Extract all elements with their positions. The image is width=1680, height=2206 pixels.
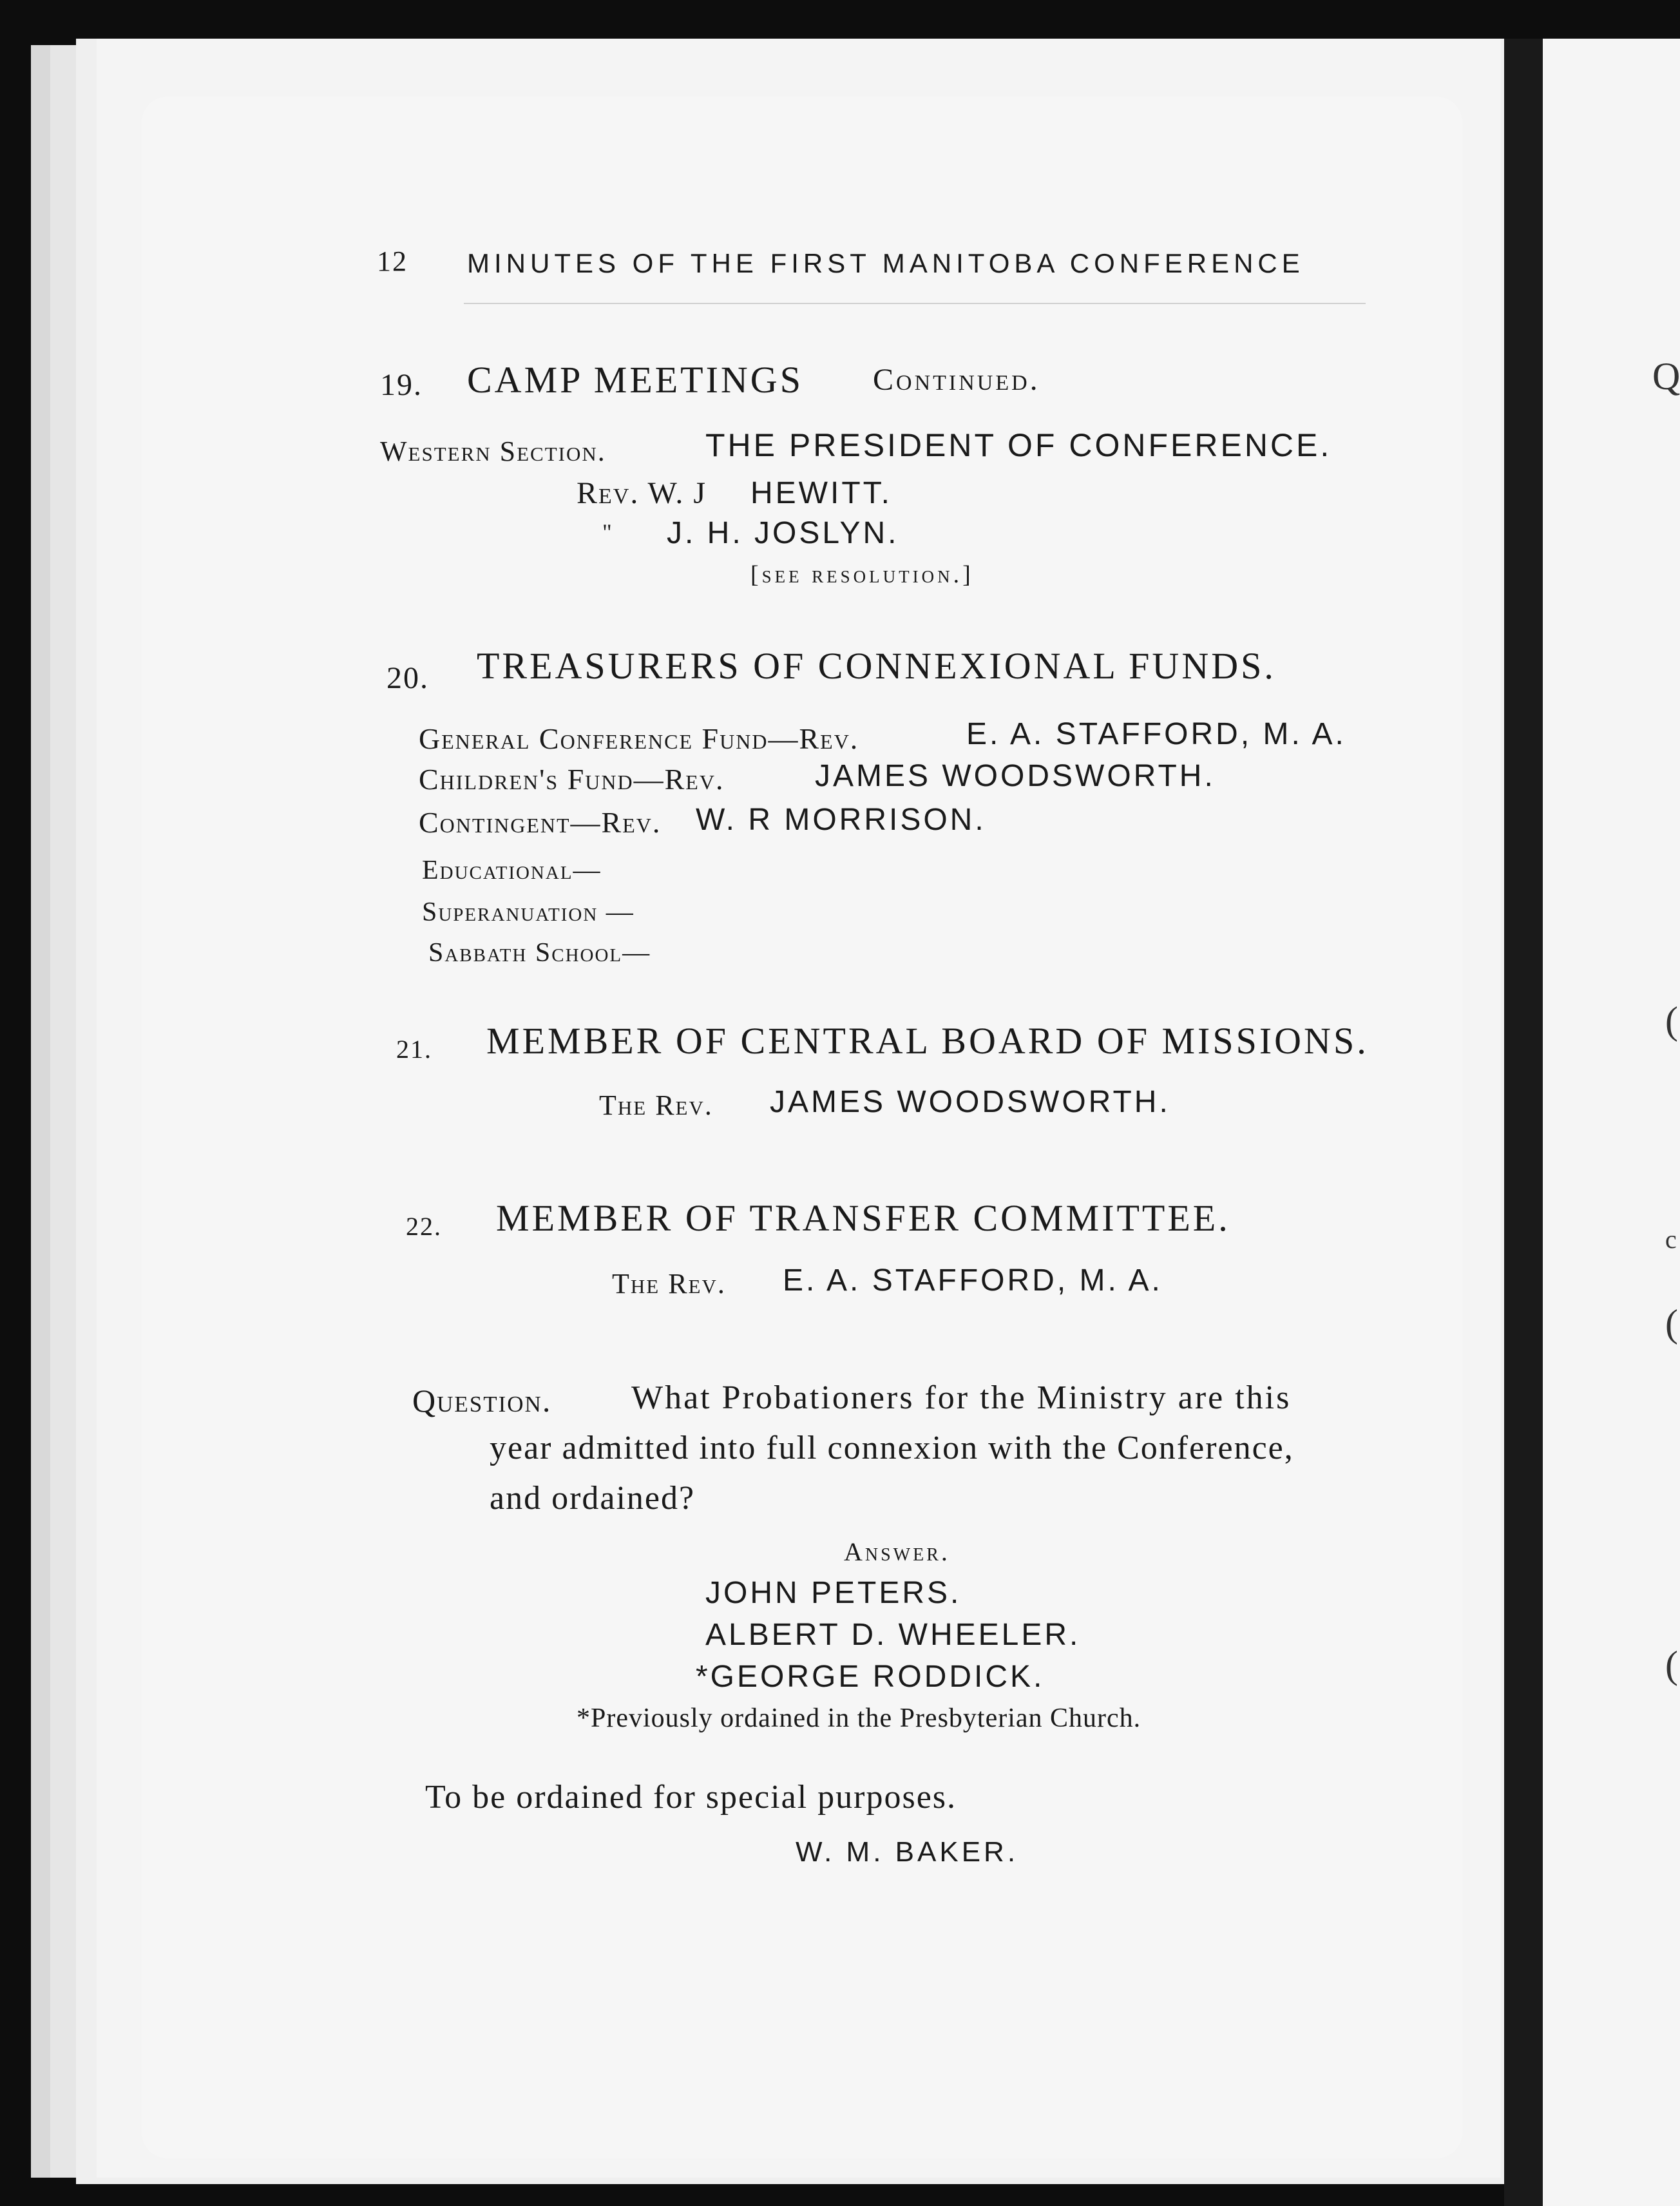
book-gutter [1504, 39, 1543, 2206]
facing-page-glyph: ( [1665, 1644, 1678, 1686]
facing-page-glyph: ( [1665, 999, 1678, 1042]
officer-name: J. H. JOSLYN. [667, 516, 899, 550]
member-name: E. A. STAFFORD, M. A. [783, 1263, 1163, 1298]
answer-name: *GEORGE RODDICK. [696, 1660, 1045, 1694]
footnote: *Previously ordained in the Presbyterian Church. [577, 1703, 1141, 1733]
section-title: TREASURERS OF CONNEXIONAL FUNDS. [477, 645, 1276, 687]
section-number: 21. [396, 1035, 432, 1064]
question-text: year admitted into full connexion with the Conference, [490, 1430, 1294, 1466]
fund-label: Superanuation — [422, 897, 635, 927]
ditto-mark: " [602, 519, 613, 545]
section-title: MEMBER OF TRANSFER COMMITTEE. [496, 1197, 1230, 1239]
answer-name: JOHN PETERS. [705, 1576, 962, 1610]
answer-name: ALBERT D. WHEELER. [705, 1618, 1081, 1652]
fund-label: Sabbath School— [428, 938, 651, 968]
section-label: Western Section. [380, 436, 606, 467]
fund-label: Children's Fund—Rev. [419, 763, 725, 796]
running-title: MINUTES OF THE FIRST MANITOBA CONFERENCE [467, 248, 1304, 278]
question-label: Question. [412, 1383, 552, 1419]
facing-page [1543, 39, 1680, 2206]
member-name: JAMES WOODSWORTH. [770, 1085, 1170, 1119]
section-title: MEMBER OF CENTRAL BOARD OF MISSIONS. [486, 1020, 1369, 1062]
answer-label: Answer. [844, 1537, 950, 1566]
officer-line: THE PRESIDENT OF CONFERENCE. [705, 427, 1332, 463]
resolution-note: [see resolution.] [750, 561, 974, 588]
header-rule [464, 303, 1366, 304]
page-number: 12 [377, 245, 408, 277]
fund-treasurer: JAMES WOODSWORTH. [815, 759, 1216, 793]
section-continued: Continued. [873, 363, 1040, 397]
officer-name: HEWITT. [750, 476, 892, 510]
member-prefix: The Rev. [599, 1089, 713, 1121]
fund-label: Educational— [422, 856, 602, 885]
member-prefix: The Rev. [612, 1268, 726, 1300]
facing-page-glyph: ( [1665, 1302, 1678, 1345]
special-purposes-line: To be ordained for special purposes. [425, 1779, 957, 1816]
fund-label: General Conference Fund—Rev. [419, 722, 859, 755]
facing-page-glyph: Q [1652, 355, 1680, 398]
section-number: 22. [406, 1212, 442, 1241]
section-number: 20. [387, 661, 429, 695]
officer-prefix: Rev. W. J [577, 476, 707, 510]
fund-label: Contingent—Rev. [419, 806, 662, 839]
fund-treasurer: W. R MORRISON. [696, 803, 986, 837]
special-purposes-name: W. M. BAKER. [796, 1836, 1019, 1868]
section-title: CAMP MEETINGS [467, 359, 803, 401]
facing-page-glyph: c [1665, 1225, 1677, 1254]
question-text: and ordained? [490, 1480, 696, 1517]
fund-treasurer: E. A. STAFFORD, M. A. [966, 717, 1346, 751]
section-number: 19. [380, 368, 423, 402]
question-text: What Probationers for the Ministry are this [631, 1379, 1292, 1416]
